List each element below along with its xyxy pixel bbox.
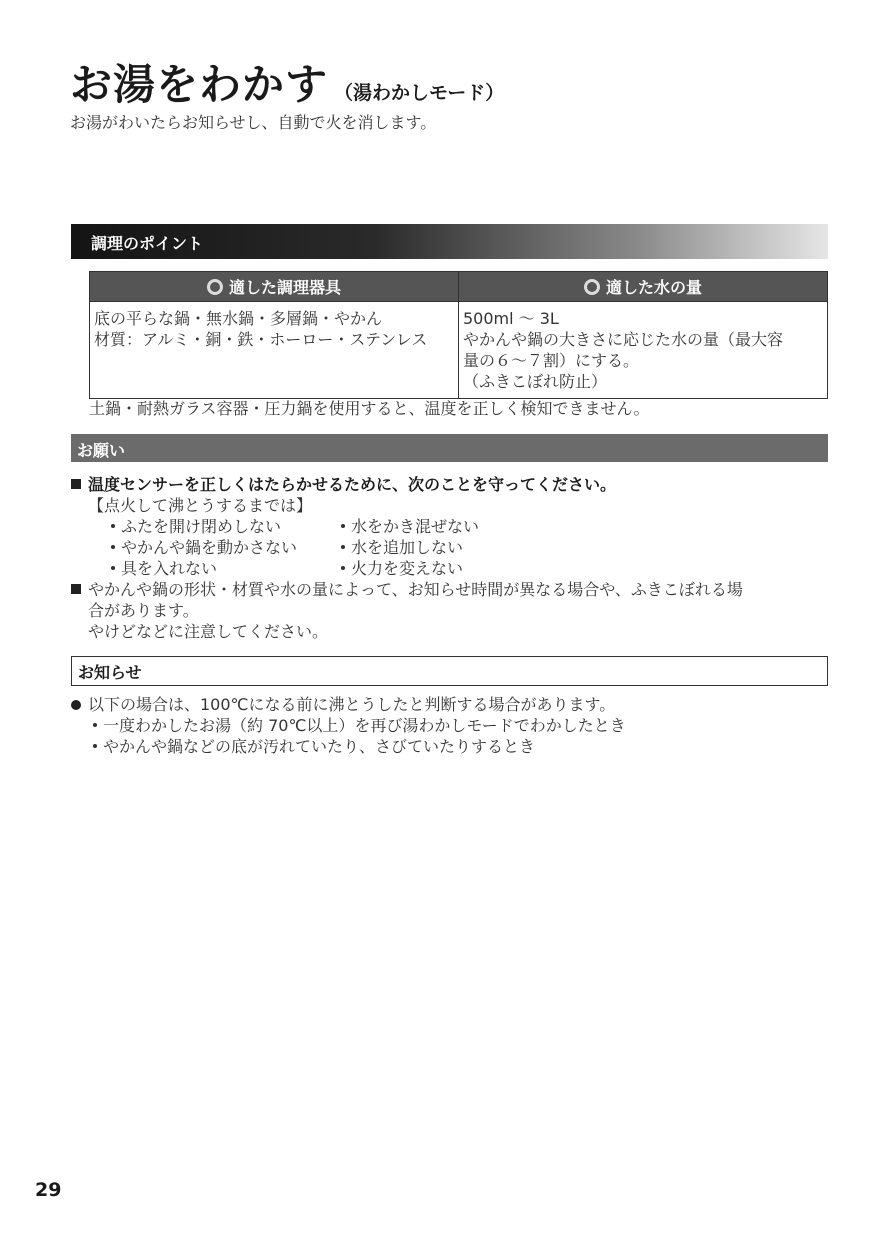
rule-item (341, 558, 641, 579)
request-item1-title: 温度センサーを正しくはたらかせるために、次のことを守ってください。 (88, 475, 617, 494)
page-title-sub: （湯わかしモード） (334, 82, 505, 104)
water-line: 500ml ～ 3L (463, 309, 559, 328)
circle-icon (207, 279, 223, 295)
rule-text: 火力を変えない (351, 559, 464, 578)
bullet-icon (111, 524, 115, 528)
square-bullet-icon (71, 584, 81, 594)
rule-text: 水をかき混ぜない (351, 517, 480, 536)
col-cookware-label: 適した調理器具 (228, 278, 341, 297)
page-title-row (70, 52, 504, 112)
points-note: 土鍋・耐熱ガラス容器・圧力鍋を使用すると、温度を正しく検知できません。 (89, 399, 650, 418)
cookware-line: 材質：アルミ・銅・鉄・ホーロー・ステンレス (94, 330, 428, 349)
rule-text: ふたを開け閉めしない (121, 517, 282, 536)
cookware-cell (90, 302, 459, 399)
request-section (71, 474, 831, 642)
bullet-icon (341, 566, 345, 570)
rule-text: 水を追加しない (351, 538, 464, 557)
rule-text: 具を入れない (121, 559, 218, 578)
request-item2-line1: やかんや鍋の形状・材質や水の量によって、お知らせ時間が異なる場合や、ふきこぼれる場 (88, 580, 743, 599)
points-table (89, 271, 828, 399)
points-header: 調理のポイント (91, 234, 204, 253)
page-title: お湯をわかす (70, 60, 329, 109)
water-cell (459, 302, 828, 399)
request-item2-line3: やけどなどに注意してください。 (88, 622, 329, 641)
rule-item (111, 558, 341, 579)
dot-bullet-icon (71, 700, 81, 710)
rule-text: やかんや鍋を動かさない (121, 538, 298, 557)
request-header-bar (71, 434, 828, 462)
notice-header: お知らせ (78, 663, 142, 682)
square-bullet-icon (71, 479, 81, 489)
rule-item (111, 537, 341, 558)
request-header: お願い (77, 441, 126, 460)
col-water-label: 適した水の量 (605, 278, 702, 297)
bullet-icon (341, 524, 345, 528)
rule-item (111, 516, 341, 537)
bullet-icon (341, 545, 345, 549)
cookware-line: 底の平らな鍋・無水鍋・多層鍋・やかん (94, 309, 383, 328)
rule-item (341, 516, 641, 537)
notice-line1: 以下の場合は、100℃になる前に沸とうしたと判断する場合があります。 (88, 695, 616, 714)
page-number: 29 (35, 1179, 62, 1201)
request-item1-sub: 【点火して沸とうするまでは】 (88, 496, 313, 515)
notice-sub2: やかんや鍋などの底が汚れていたり、さびていたりするとき (103, 737, 536, 756)
request-rules (71, 516, 831, 579)
rule-item (341, 537, 641, 558)
bullet-icon (111, 566, 115, 570)
notice-section (71, 694, 626, 757)
notice-sub1: 一度わかしたお湯（約 70℃以上）を再び湯わかしモードでわかしたとき (103, 716, 626, 735)
points-header-bar (71, 224, 828, 259)
page-subtitle: お湯がわいたらお知らせし、自動で火を消します。 (70, 113, 437, 132)
water-line: （ふきこぼれ防止） (463, 372, 608, 391)
notice-header-box (71, 656, 828, 686)
water-line: やかんや鍋の大きさに応じた水の量（最大容 (463, 330, 784, 349)
col-water-header (459, 272, 828, 302)
request-item2-line2: 合があります。 (88, 601, 199, 620)
bullet-icon (93, 744, 97, 748)
col-cookware-header (90, 272, 459, 302)
bullet-icon (111, 545, 115, 549)
bullet-icon (93, 723, 97, 727)
circle-icon (584, 279, 600, 295)
water-line: 量の６～７割）にする。 (463, 351, 640, 370)
